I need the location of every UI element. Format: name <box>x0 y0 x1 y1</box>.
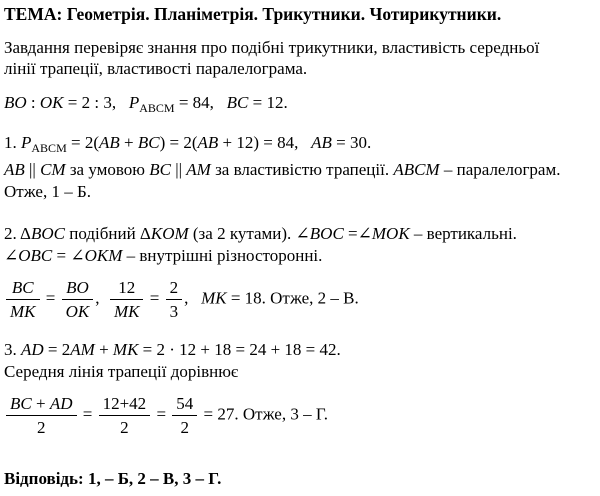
solution-2-block <box>4 223 600 322</box>
math-text: = 2 : 3, <box>63 93 129 112</box>
math-variable: AB <box>197 133 219 152</box>
math-variable: MK <box>201 288 227 308</box>
document-title: ТЕМА: Геометрія. Планіметрія. Трикутники. Чотирикутники. <box>4 4 502 24</box>
math-text: 12 <box>118 278 136 297</box>
math-text: 3 <box>169 302 179 321</box>
math-variable: AD <box>21 340 44 359</box>
math-text: + 12) = 84, <box>218 133 312 152</box>
math-subscript: ABCM <box>139 101 175 115</box>
math-variable: AD <box>49 394 73 413</box>
math-text: 2 <box>169 278 179 297</box>
solution-1-block <box>4 132 600 203</box>
solution-3-line-2: Середня лінія трапеції дорівнює <box>4 362 239 381</box>
math-text: за умовою <box>65 160 150 179</box>
math-text: =∠ <box>343 224 372 243</box>
math-text: – паралелограм. <box>439 160 561 179</box>
math-text: = 18. Отже, 2 – В. <box>226 288 359 308</box>
intro-line-2: лінії трапеції, властивості паралелограма. <box>4 59 308 78</box>
math-text: = ∠ <box>52 246 85 265</box>
math-text: = <box>41 288 60 308</box>
math-variable: BC <box>226 93 249 112</box>
fraction-denominator <box>166 300 183 322</box>
fraction-numerator <box>99 393 151 416</box>
math-variable: AB <box>4 160 25 179</box>
math-text: = 2 <box>43 340 71 359</box>
fraction <box>6 393 77 438</box>
math-variable: MK <box>113 302 140 321</box>
math-text: = 12. <box>248 93 288 112</box>
math-text: ∠ <box>4 246 19 265</box>
fraction-numerator <box>110 277 144 300</box>
math-variable: BO <box>4 93 27 112</box>
math-text: – вертикальні. <box>409 224 517 243</box>
math-text: + <box>94 340 113 359</box>
math-variable: MK <box>112 340 139 359</box>
fraction-denominator <box>6 300 40 322</box>
math-text: 1. <box>4 133 21 152</box>
math-text: || <box>170 160 187 179</box>
fraction-numerator <box>6 393 77 416</box>
math-variable: AB <box>311 133 332 152</box>
math-text: 2 <box>37 418 46 437</box>
fraction-denominator <box>172 416 197 438</box>
math-variable: BOC <box>309 224 344 243</box>
math-variable: OK <box>39 93 64 112</box>
math-text: + <box>31 394 50 413</box>
math-text: = 2 · 12 + 18 = 24 + 18 = 42. <box>138 340 341 359</box>
math-text: = <box>145 288 164 308</box>
math-variable: AM <box>186 160 211 179</box>
answer-line: Відповідь: 1, – Б, 2 – В, 3 – Г. <box>4 469 222 488</box>
math-text: за властивістю трапеції. <box>210 160 394 179</box>
math-variable: BC <box>11 278 34 297</box>
math-text: = 30. <box>331 133 372 152</box>
math-text: ) = 2( <box>159 133 198 152</box>
solution-2-fraction-line <box>4 277 600 322</box>
intro-paragraph <box>4 37 600 79</box>
math-text: = 2( <box>66 133 99 152</box>
math-variable: AM <box>70 340 95 359</box>
math-variable: OKM <box>84 246 123 265</box>
math-variable: P <box>21 133 32 152</box>
fraction <box>62 277 94 322</box>
math-variable: CM <box>40 160 66 179</box>
math-text: 3. <box>4 340 21 359</box>
solution-1-reasoning <box>4 159 600 181</box>
math-text: || <box>24 160 41 179</box>
given-values-line <box>4 92 600 119</box>
math-variable: BC <box>149 160 171 179</box>
fraction <box>6 277 40 322</box>
math-variable: KOM <box>150 224 189 243</box>
math-text: – внутрішні різносторонні. <box>122 246 323 265</box>
solution-1-conclusion: Отже, 1 – Б. <box>4 182 91 201</box>
fraction-denominator <box>110 300 144 322</box>
solution-2-line-1 <box>4 223 600 245</box>
fraction <box>99 393 151 438</box>
math-variable: AB <box>98 133 120 152</box>
math-variable: BC <box>137 133 160 152</box>
math-variable: P <box>128 93 140 112</box>
math-text: , <box>95 288 108 308</box>
math-variable: ABCM <box>393 160 440 179</box>
math-text: : <box>26 93 40 112</box>
math-variable: OBC <box>18 246 53 265</box>
math-variable: BC <box>10 394 32 413</box>
fraction <box>166 277 183 322</box>
solution-2-line-2 <box>4 245 600 267</box>
fraction-numerator <box>166 277 183 300</box>
math-text: 2. Δ <box>4 224 31 243</box>
fraction-numerator <box>6 277 40 300</box>
solution-3-equation <box>4 339 600 361</box>
fraction-numerator <box>172 393 197 416</box>
math-variable: OK <box>65 302 90 321</box>
math-text: 2 <box>180 418 190 437</box>
math-text: подібний Δ <box>65 224 151 243</box>
math-text: 2 <box>120 418 129 437</box>
math-text: , <box>184 288 202 308</box>
math-variable: MK <box>10 302 36 321</box>
math-text: = <box>78 404 97 424</box>
solution-3-fraction-line <box>4 393 600 438</box>
fraction-denominator <box>6 416 77 438</box>
math-variable: MOK <box>371 224 410 243</box>
math-variable: BO <box>66 278 89 297</box>
math-text: 12+42 <box>102 394 147 413</box>
math-variable: BOC <box>31 224 65 243</box>
math-text: (за 2 кутами). ∠ <box>188 224 310 243</box>
math-subscript: ABCM <box>31 141 67 155</box>
solution-3-block <box>4 339 600 438</box>
fraction <box>110 277 144 322</box>
fraction-denominator <box>62 300 94 322</box>
math-text: = 27. Отже, 3 – Г. <box>199 404 329 424</box>
math-text: + <box>119 133 138 152</box>
fraction-denominator <box>99 416 151 438</box>
fraction <box>172 393 197 438</box>
math-text: = 84, <box>174 93 227 112</box>
intro-line-1: Завдання перевіряє знання про подібні трикутники, властивість середньої <box>4 38 540 57</box>
fraction-numerator <box>62 277 94 300</box>
math-text: 54 <box>176 394 194 413</box>
solution-1-equation <box>4 132 600 159</box>
math-text: = <box>152 404 171 424</box>
